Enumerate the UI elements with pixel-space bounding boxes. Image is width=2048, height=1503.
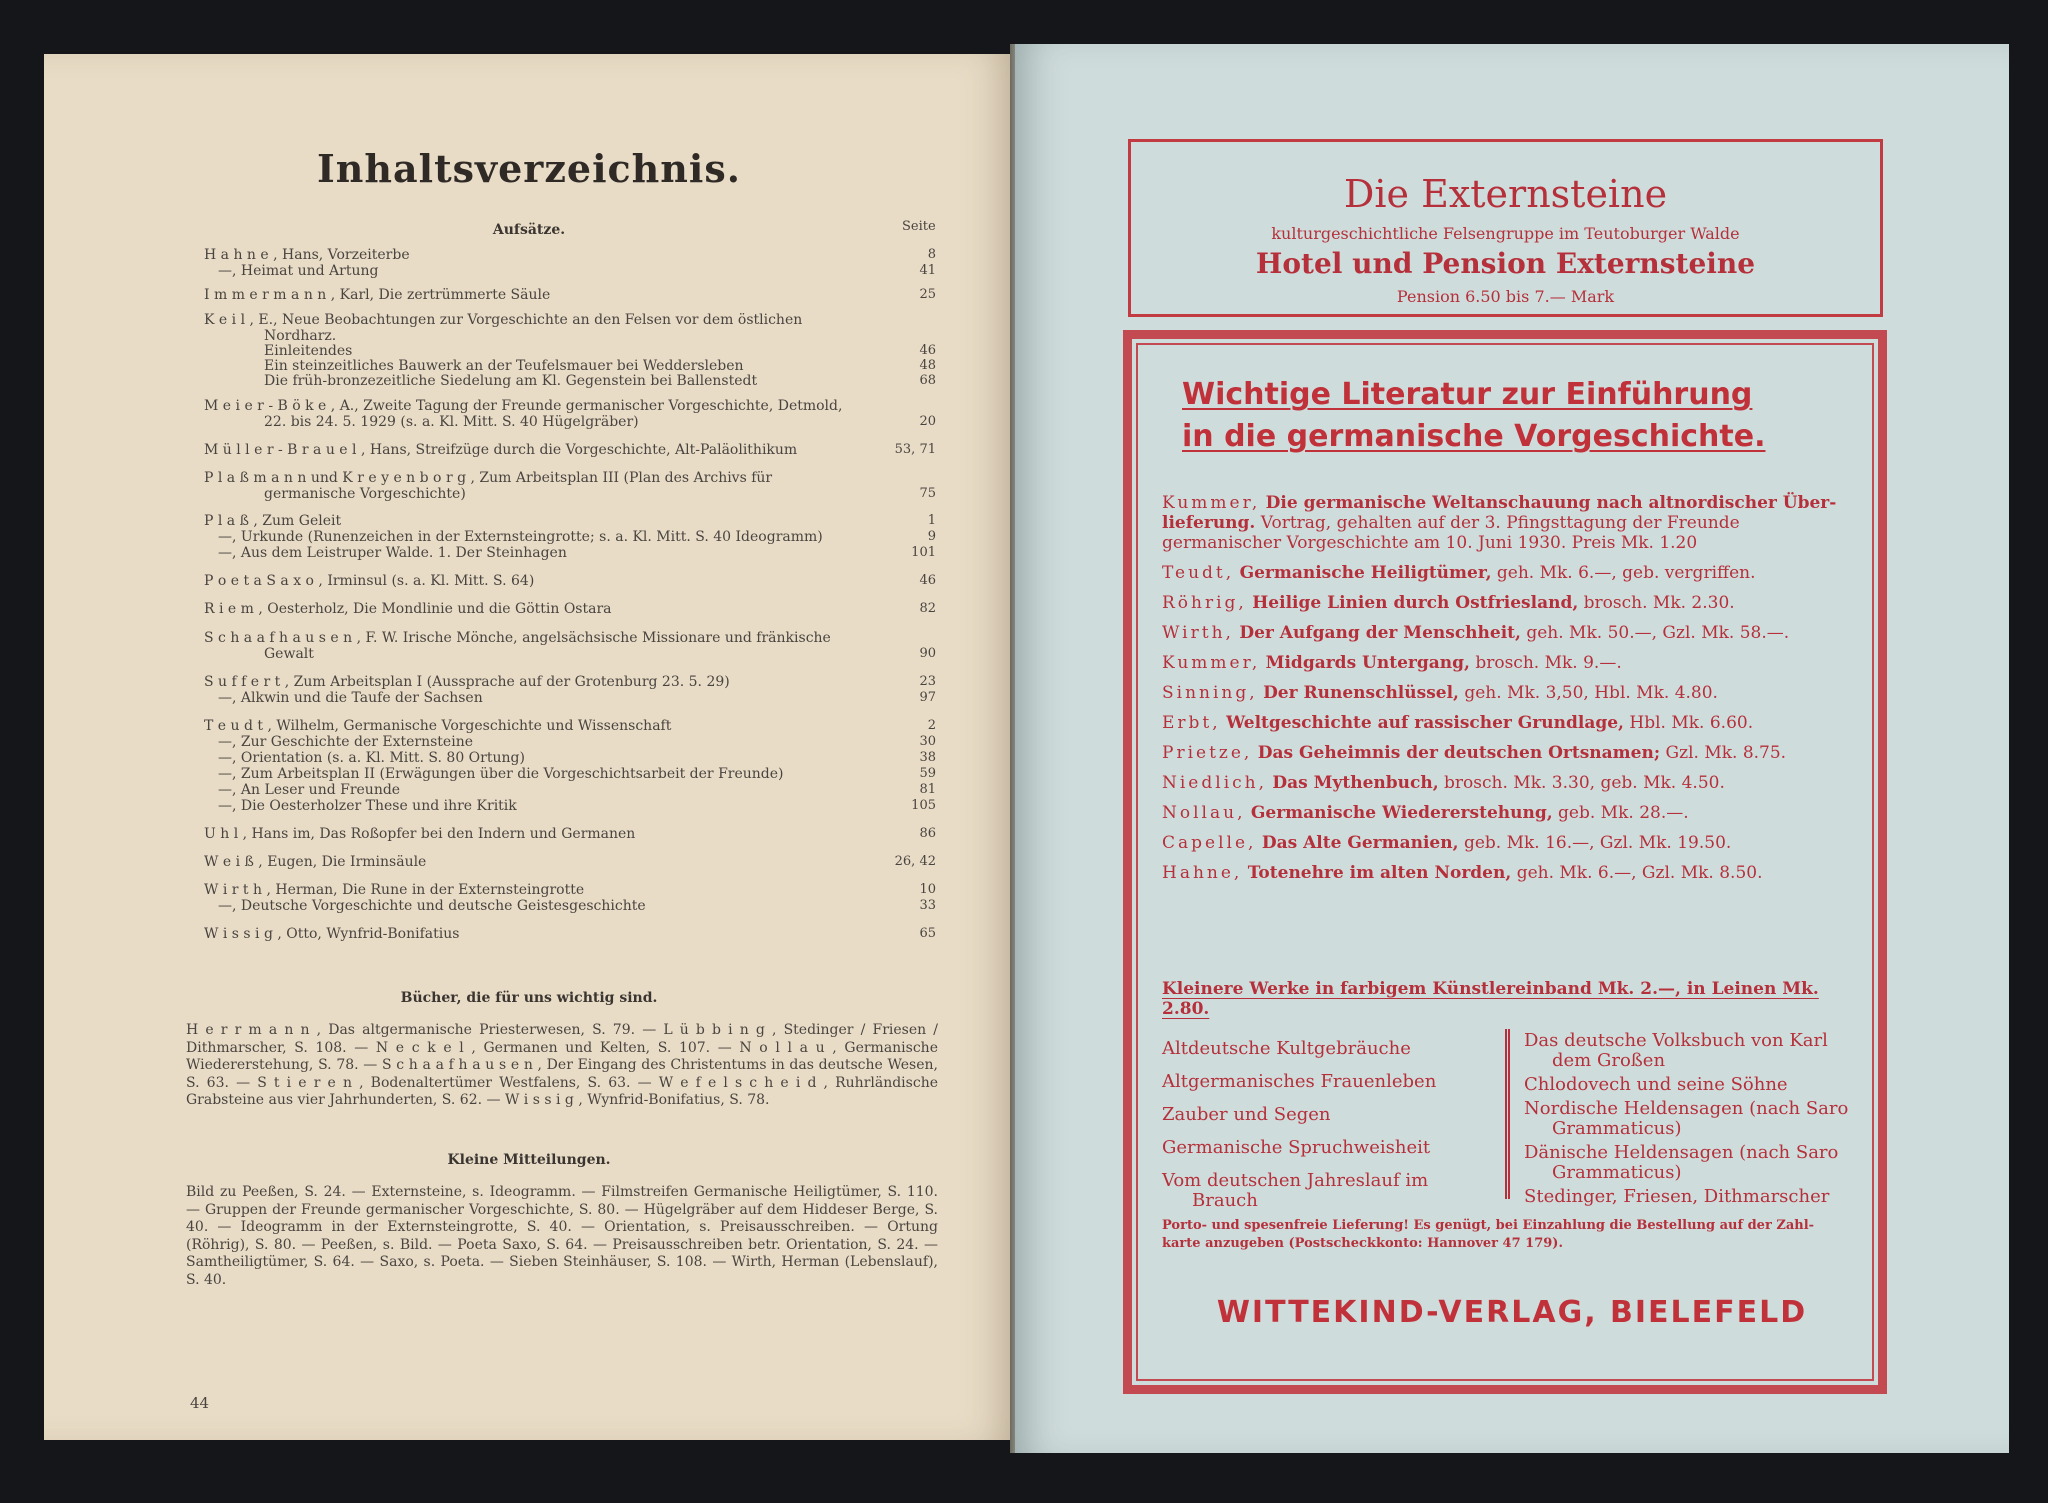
toc-entry-pages: 105 [911, 798, 936, 813]
book-entry [1162, 834, 1852, 853]
toc-entry-text: Die früh-bronzezeitliche Siedelung am Kl. Gegenstein bei Ballenstedt [264, 373, 758, 389]
book-author: Röhrig, [1162, 593, 1247, 613]
book-price: Hbl. Mk. 6.60. [1629, 713, 1754, 733]
book-title: Der Aufgang der Menschheit, [1239, 623, 1521, 643]
toc-entry-text: S u f f e r t , Zum Arbeitsplan I (Aussprache auf der Grotenburg 23. 5. 29) [204, 674, 730, 690]
book-price: geb. Mk. 16.—, Gzl. Mk. 19.50. [1463, 833, 1732, 853]
toc-entry-pages: 59 [919, 766, 936, 781]
small-work-item: Grammaticus) [1552, 1118, 1682, 1139]
toc-entry-text: —, Heimat und Artung [218, 263, 379, 279]
book-entry [1162, 564, 1852, 583]
book-price: geh. Mk. 6.—, geb. vergriffen. [1496, 563, 1756, 583]
toc-entry-text: K e i l , E., Neue Beobachtungen zur Vorgeschichte an den Felsen vor dem östlichen [204, 312, 803, 328]
small-works-heading: Kleinere Werke in farbigem Künstlereinband Mk. 2.—, in Leinen Mk. 2.80. [1162, 979, 1819, 1019]
toc-entry-pages: 33 [919, 898, 936, 913]
toc-entry-text: germanische Vorgeschichte) [264, 486, 466, 502]
book-entry [1162, 494, 1852, 513]
toc-entry-text: —, Zur Geschichte der Externsteine [218, 734, 473, 750]
book-title: lieferung. [1162, 513, 1256, 533]
book-title: Das Geheimnis der deutschen Ortsnamen; [1257, 743, 1661, 763]
book-author: Erbt, [1162, 713, 1221, 733]
book-author: Niedlich, [1162, 773, 1268, 793]
toc-entry-text: T e u d t , Wilhelm, Germanische Vorgeschichte und Wissenschaft [204, 718, 672, 734]
toc-entry-pages: 90 [919, 646, 936, 661]
literature-advert-box [1123, 330, 1887, 1394]
toc-entry-text: R i e m , Oesterholz, Die Mondlinie und die Göttin Ostara [204, 601, 612, 617]
small-work-item: Das deutsche Volksbuch von Karl [1524, 1030, 1828, 1051]
toc-entry-pages: 10 [919, 882, 936, 897]
seite-label: Seite [902, 219, 936, 234]
page-number: 44 [190, 1394, 210, 1412]
small-work-item: Altdeutsche Kultgebräuche [1162, 1038, 1411, 1059]
book-title: Germanische Heiligtümer, [1239, 563, 1492, 583]
toc-entry-text: Einleitendes [264, 343, 353, 359]
toc-entry-pages: 101 [911, 545, 936, 560]
toc-entry-pages: 8 [927, 247, 936, 262]
toc-entry-pages: 30 [919, 734, 936, 749]
toc-entry-text: —, Alkwin und die Taufe der Sachsen [218, 690, 483, 706]
toc-entry-pages: 65 [919, 926, 936, 941]
book-title: Midgards Untergang, [1265, 653, 1470, 673]
right-page [1015, 44, 2009, 1453]
toc-entry-text: M e i e r - B ö k e , A., Zweite Tagung der Freunde germanischer Vorgeschichte, Detmold, [204, 398, 843, 414]
book-price: brosch. Mk. 9.—. [1475, 653, 1622, 673]
book-entry [1162, 864, 1852, 883]
book-entry [1162, 744, 1852, 763]
book-title: Das Mythenbuch, [1272, 773, 1439, 793]
book-price: geh. Mk. 6.—, Gzl. Mk. 8.50. [1516, 863, 1763, 883]
book-entry [1162, 804, 1852, 823]
toc-entry-pages: 75 [919, 486, 936, 501]
toc-entry-text: I m m e r m a n n , Karl, Die zertrümmerte Säule [204, 287, 551, 303]
small-work-item: Stedinger, Friesen, Dithmarscher [1524, 1186, 1830, 1207]
toc-entry-text: 22. bis 24. 5. 1929 (s. a. Kl. Mitt. S. 40 Hügelgräber) [264, 414, 639, 430]
toc-entry-text: Ein steinzeitliches Bauwerk an der Teufelsmauer bei Weddersleben [264, 358, 744, 374]
buecher-paragraph: H e r r m a n n , Das altgermanische Priesterwesen, S. 79. — L ü b b i n g , Stedinger / Friesen / Dithmarscher, S. 108. — N e c k e l , Germanen und Kelten, S. 107. — N o l l a u , Germanische Wiedererstehung, S. 78. — S c h a a f h a u s e n , Der Eingang des Christentums in das deutsche Wesen, S. 63. — S t i e r e n , Bodenaltertümer Westfalens, S. 63. — W e f e l s c h e i d , Ruhrländische Grabsteine aus vier Jahrhunderten, S. 62. — W i s s i g , Wynfrid-Bonifatius, S. 78. [186, 1022, 938, 1108]
toc-entry-text: —, Deutsche Vorgeschichte und deutsche Geistesgeschichte [218, 898, 646, 914]
small-work-item: Germanische Spruchweisheit [1162, 1137, 1431, 1158]
toc-entry-pages: 81 [919, 782, 936, 797]
toc-entry-text: P l a ß m a n n und K r e y e n b o r g , Zum Arbeitsplan III (Plan des Archivs für [204, 470, 773, 486]
toc-entry-pages: 53, 71 [894, 442, 936, 457]
toc-entry-text: Gewalt [264, 646, 314, 662]
book-title: Heilige Linien durch Ostfriesland, [1252, 593, 1579, 613]
book-author: Capelle, [1162, 833, 1257, 853]
toc-entry-pages: 97 [919, 690, 936, 705]
toc-entry-text: P l a ß , Zum Geleit [204, 513, 342, 529]
toc-entry-pages: 68 [919, 373, 936, 388]
toc-entry-text: —, Zum Arbeitsplan II (Erwägungen über die Vorgeschichtsarbeit der Freunde) [218, 766, 784, 782]
toc-entry-pages: 9 [927, 529, 936, 544]
toc-entry-text: —, Die Oesterholzer These und ihre Kritik [218, 798, 517, 814]
toc-entry-pages: 26, 42 [894, 854, 936, 869]
toc-entry-text: W e i ß , Eugen, Die Irminsäule [204, 854, 427, 870]
book-author: Kummer, [1162, 653, 1261, 673]
toc-entry-text: W i s s i g , Otto, Wynfrid-Bonifatius [204, 926, 460, 942]
book-price: Gzl. Mk. 8.75. [1665, 743, 1787, 763]
column-divider [1505, 1029, 1510, 1199]
book-price: geb. Mk. 28.—. [1558, 803, 1689, 823]
hotel-advert-title: Die Externsteine [1343, 172, 1668, 216]
toc-entry-pages: 48 [919, 358, 936, 373]
book-entry [1162, 594, 1852, 613]
toc-entry-pages: 2 [927, 718, 936, 733]
small-work-item: dem Großen [1552, 1050, 1666, 1071]
book-author: Sinning, [1162, 683, 1258, 703]
toc-entry-text: —, Urkunde (Runenzeichen in der Externsteingrotte; s. a. Kl. Mitt. S. 40 Ideogramm) [218, 529, 823, 545]
toc-title: Inhaltsverzeichnis. [317, 146, 741, 191]
book-entry [1162, 534, 1852, 553]
section-aufsaetze: Aufsätze. [492, 222, 566, 238]
toc-entry-text: H a h n e , Hans, Vorzeiterbe [204, 247, 410, 263]
porto-line-2: karte anzugeben (Postscheckkonto: Hannover 47 179). [1162, 1236, 1563, 1251]
book-title: Totenehre im alten Norden, [1247, 863, 1512, 883]
small-work-item: Zauber und Segen [1162, 1104, 1331, 1125]
small-work-item: Altgermanisches Frauenleben [1162, 1071, 1437, 1092]
small-work-item: Brauch [1192, 1190, 1258, 1211]
toc-entry-text: —, Orientation (s. a. Kl. Mitt. S. 80 Ortung) [218, 750, 525, 766]
toc-entry-pages: 1 [927, 513, 936, 528]
publisher-name: WITTEKIND-VERLAG, BIELEFELD [1216, 1295, 1808, 1330]
toc-entry-text: U h l , Hans im, Das Roßopfer bei den Indern und Germanen [204, 826, 636, 842]
porto-line-1: Porto- und spesenfreie Lieferung! Es genügt, bei Einzahlung die Bestellung auf der Zahl- [1162, 1218, 1815, 1233]
toc-entry-pages: 41 [919, 263, 936, 278]
book-entry [1162, 714, 1852, 733]
book-price: germanischer Vorgeschichte am 10. Juni 1930. Preis Mk. 1.20 [1162, 533, 1698, 553]
book-author: Wirth, [1162, 623, 1234, 643]
book-price: Vortrag, gehalten auf der 3. Pfingsttagung der Freunde [1260, 513, 1740, 533]
hotel-name: Hotel und Pension Externsteine [1255, 247, 1756, 280]
toc-entry-pages: 86 [919, 826, 936, 841]
toc-entry-pages: 20 [919, 414, 936, 429]
small-work-item: Chlodovech und seine Söhne [1524, 1074, 1788, 1095]
book-entry [1162, 774, 1852, 793]
toc-entry-pages: 25 [919, 287, 936, 302]
toc-entry-pages: 38 [919, 750, 936, 765]
book-author: Hahne, [1162, 863, 1243, 883]
small-work-item: Dänische Heldensagen (nach Saro [1524, 1142, 1839, 1163]
toc-entry-text: W i r t h , Herman, Die Rune in der Externsteingrotte [204, 882, 585, 898]
book-title: Weltgeschichte auf rassischer Grundlage, [1226, 713, 1624, 733]
book-price: geh. Mk. 3,50, Hbl. Mk. 4.80. [1464, 683, 1718, 703]
toc-entry-pages: 82 [919, 601, 936, 616]
small-work-item: Nordische Heldensagen (nach Saro [1524, 1098, 1849, 1119]
hotel-advert-subtitle: kulturgeschichtliche Felsengruppe im Teutoburger Walde [1271, 224, 1740, 243]
section-buecher: Bücher, die für uns wichtig sind. [400, 990, 658, 1006]
book-entry [1162, 684, 1852, 703]
book-title: Das Alte Germanien, [1261, 833, 1459, 853]
book-entry [1162, 624, 1852, 643]
book-author: Kummer, [1162, 493, 1261, 513]
book-price: brosch. Mk. 2.30. [1583, 593, 1735, 613]
book-price: geh. Mk. 50.—, Gzl. Mk. 58.—. [1526, 623, 1790, 643]
toc-entry-text: M ü l l e r - B r a u e l , Hans, Streifzüge durch die Vorgeschichte, Alt-Paläolithikum [204, 442, 798, 458]
literature-heading-line2: in die germanische Vorgeschichte. [1182, 419, 1766, 454]
book-author: Teudt, [1162, 563, 1235, 583]
book-author: Nollau, [1162, 803, 1246, 823]
book-price: brosch. Mk. 3.30, geb. Mk. 4.50. [1444, 773, 1725, 793]
toc-entry-pages: 23 [919, 674, 936, 689]
book-entry [1162, 514, 1852, 533]
left-page [44, 54, 1014, 1440]
toc-entry-pages: 46 [919, 573, 936, 588]
hotel-advert-box [1128, 139, 1883, 317]
kleine-mitteilungen-paragraph: Bild zu Peeßen, S. 24. — Externsteine, s. Ideogramm. — Filmstreifen Germanische Heiligtümer, S. 110. — Gruppen der Freunde germanischer Vorgeschichte, S. 80. — Hügelgräber auf dem Hiddeser Berge, S. 40. — Ideogramm in der Externsteingrotte, S. 40. — Orientation, s. Preisausschreiben. — Ortung (Röhrig), S. 80. — Peeßen, s. Bild. — Poeta Saxo, S. 64. — Preisausschreiben betr. Orientation, S. 24. — Samtheiligtümer, S. 64. — Saxo, s. Poeta. — Sieben Steinhäuser, S. 108. — Wirth, Herman (Lebenslauf), S. 40. [186, 1184, 938, 1288]
toc-entry-pages: 46 [919, 343, 936, 358]
small-work-item: Vom deutschen Jahreslauf im [1162, 1170, 1429, 1191]
small-work-item: Grammaticus) [1552, 1162, 1682, 1183]
toc-entry-text: S c h a a f h a u s e n , F. W. Irische Mönche, angelsächsische Missionare und fränkische [204, 630, 831, 646]
book-entry [1162, 654, 1852, 673]
toc-entry-text: —, An Leser und Freunde [218, 782, 401, 798]
book-title: Der Runenschlüssel, [1263, 683, 1459, 703]
hotel-price: Pension 6.50 bis 7.— Mark [1396, 287, 1615, 306]
section-kleine-mitteilungen: Kleine Mitteilungen. [447, 1152, 611, 1168]
toc-entry-text: Nordharz. [264, 328, 337, 344]
toc-entry-text: —, Aus dem Leistruper Walde. 1. Der Steinhagen [218, 545, 567, 561]
book-author: Prietze, [1162, 743, 1253, 763]
book-title: Germanische Wiedererstehung, [1250, 803, 1553, 823]
literature-heading-line1: Wichtige Literatur zur Einführung [1182, 377, 1753, 412]
book-title: Die germanische Weltanschauung nach altnordischer Über- [1265, 493, 1837, 513]
toc-entry-text: P o e t a S a x o , Irminsul (s. a. Kl. Mitt. S. 64) [204, 573, 535, 589]
